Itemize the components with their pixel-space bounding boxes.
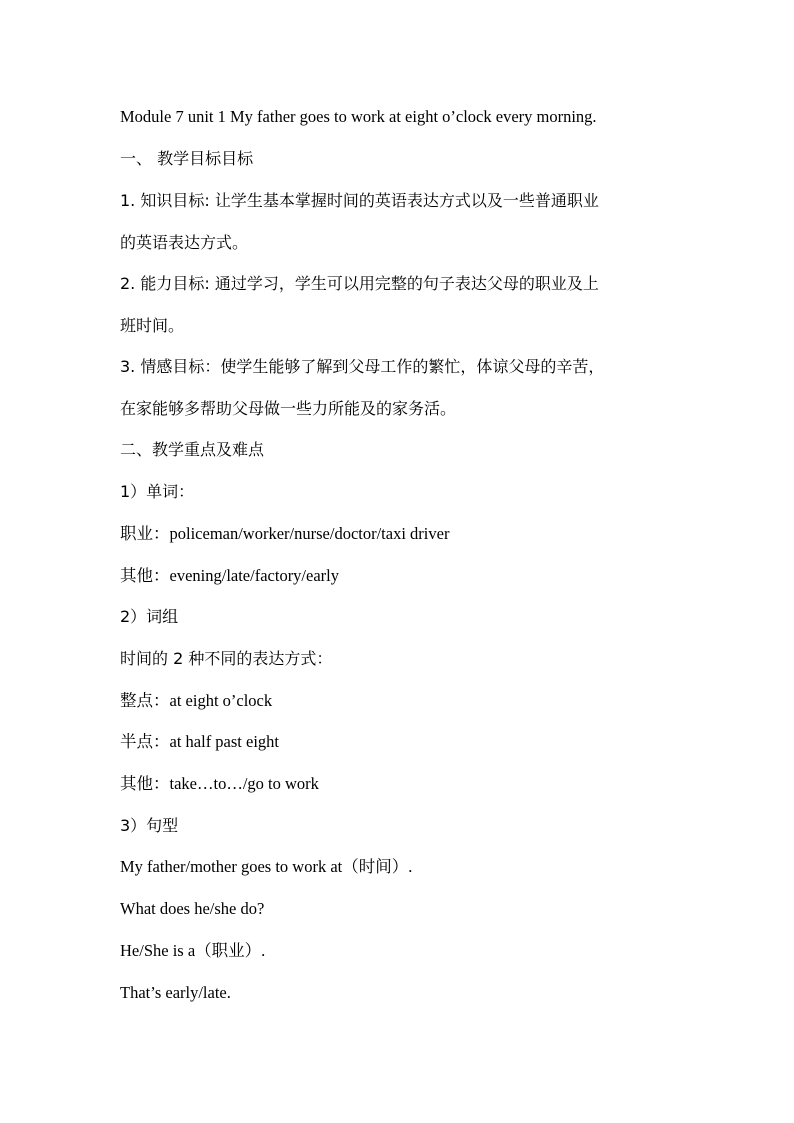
objective-knowledge-continued: 的英语表达方式。 <box>120 233 249 252</box>
objective-ability-continued: 班时间。 <box>120 316 185 335</box>
objective-emotion-continued: 在家能够多帮助父母做一些力所能及的家务活。 <box>120 399 457 418</box>
sentence-what-does: What does he/she do? <box>120 899 265 918</box>
words-other: 其他：evening/late/factory/early <box>120 566 339 585</box>
phrase-half-past: 半点：at half past eight <box>120 732 280 751</box>
objective-emotion: 3. 情感目标：使学生能够了解到父母工作的繁忙，体谅父母的辛苦， <box>120 357 605 376</box>
words-occupations: 职业：policeman/worker/nurse/doctor/taxi driver <box>120 524 450 543</box>
sentence-early-late: That’s early/late. <box>120 983 231 1002</box>
objective-ability: 2. 能力目标: 通过学习，学生可以用完整的句子表达父母的职业及上 <box>120 274 599 293</box>
phrases-time-intro: 时间的 2 种不同的表达方式： <box>120 649 333 668</box>
section-heading-key-points: 二、教学重点及难点 <box>120 440 265 459</box>
phrase-other: 其他：take…to…/go to work <box>120 774 319 793</box>
sentence-he-she-is: He/She is a（职业）. <box>120 941 266 960</box>
objective-knowledge: 1. 知识目标: 让学生基本掌握时间的英语表达方式以及一些普通职业 <box>120 191 599 210</box>
subheading-phrases: 2）词组 <box>120 607 179 626</box>
document-title: Module 7 unit 1 My father goes to work at eight o’clock every morning. <box>120 107 597 126</box>
phrase-on-the-hour: 整点：at eight o’clock <box>120 691 273 710</box>
subheading-sentences: 3）句型 <box>120 816 179 835</box>
subheading-words: 1）单词： <box>120 482 195 501</box>
section-heading-objectives: 一、 教学目标目标 <box>120 149 254 168</box>
sentence-goes-to-work: My father/mother goes to work at（时间）. <box>120 857 413 876</box>
